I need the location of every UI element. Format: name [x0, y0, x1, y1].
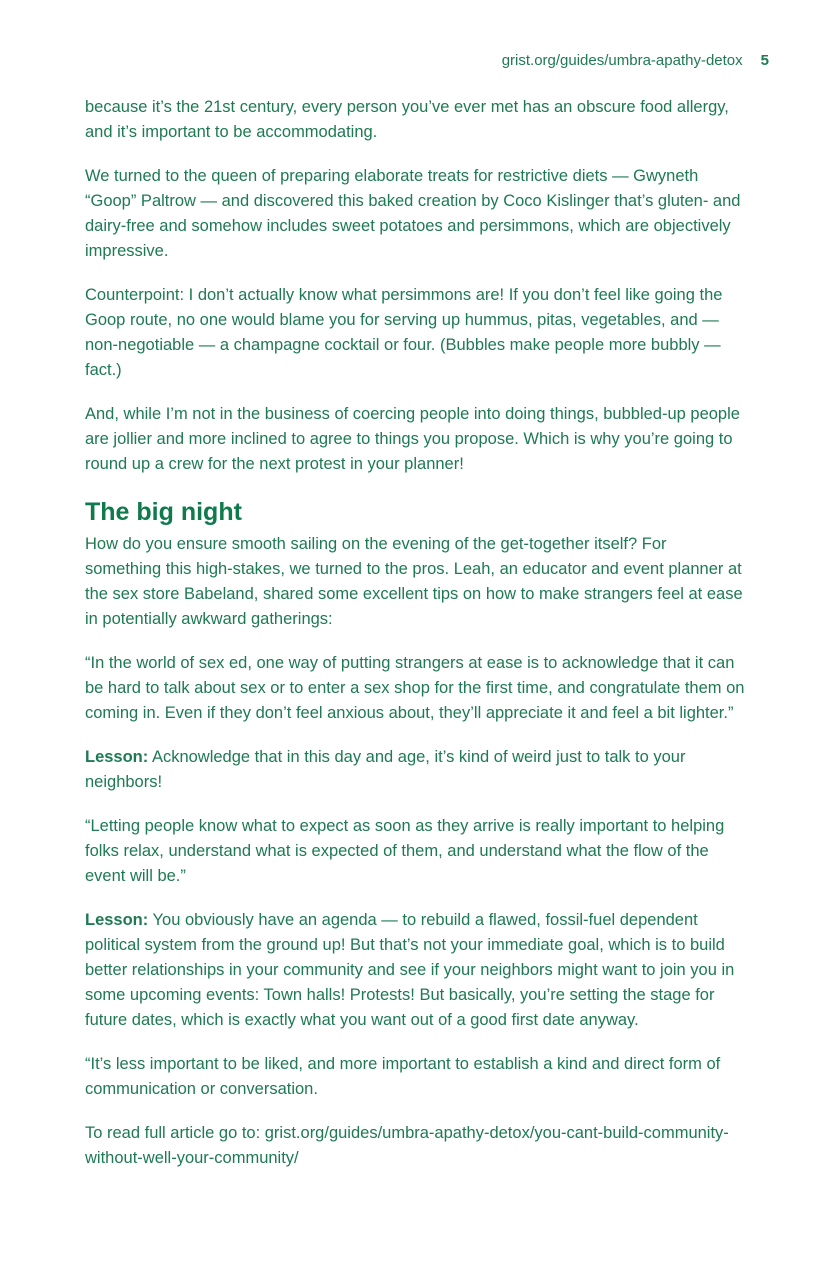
paragraph-counterpoint: Counterpoint: I don’t actually know what persimmons are! If you don’t feel like going the Goop route, no one would blame you for serving up hummus, pitas, vegetables, and — non-negotiable — a champagne cocktail or four. (Bubbles make people more bubbly — fact.) — [85, 286, 723, 379]
section-heading: The big night — [85, 498, 242, 526]
paragraph-allergy: because it’s the 21st century, every person you’ve ever met has an obscure food allergy, and it’s important to be accommodating. — [85, 98, 729, 141]
lesson-text: Acknowledge that in this day and age, it’s kind of weird just to talk to your neighbors! — [85, 748, 686, 791]
page-number: 5 — [760, 52, 769, 69]
running-header — [502, 52, 769, 69]
lesson-1 — [85, 745, 745, 795]
lesson-2 — [85, 908, 745, 1033]
quote-communication: “It’s less important to be liked, and more important to establish a kind and direct form of communication or conversation. — [85, 1055, 721, 1098]
section-intro: How do you ensure smooth sailing on the evening of the get-together itself? For something this high-stakes, we turned to the pros. Leah, an educator and event planner at the sex store Babeland, shared some excellent tips on how to make strangers feel at ease in potentially awkward gatherings: — [85, 535, 743, 628]
lesson-text: You obviously have an agenda — to rebuild a flawed, fossil-fuel dependent political system from the ground up! But that’s not your immediate goal, which is to build better relationships in your community and see if your neighbors might want to join you in some upcoming events: Town halls! Protests! But basically, you’re setting the stage for future dates, which is exactly what you want out of a good first date anyway. — [85, 911, 735, 1029]
header-url: grist.org/guides/umbra-apathy-detox — [501, 52, 743, 69]
read-more-link[interactable]: To read full article go to: grist.org/guides/umbra-apathy-detox/you-cant-build-community-without-well-your-community/ — [85, 1124, 729, 1167]
quote-expectations: “Letting people know what to expect as soon as they arrive is really important to helping folks relax, understand what is expected of them, and understand what the flow of the event will be.” — [85, 817, 725, 885]
lesson-label: Lesson: — [85, 748, 149, 766]
article-body — [85, 95, 745, 1190]
paragraph-goop: We turned to the queen of preparing elaborate treats for restrictive diets — Gwyneth “Goop” Paltrow — and discovered this baked creation by Coco Kislinger that’s gluten- and dairy-free and somehow includes sweet potatoes and persimmons, which are objectively impressive. — [85, 167, 741, 260]
lesson-label: Lesson: — [85, 911, 149, 929]
quote-sex-ed: “In the world of sex ed, one way of putting strangers at ease is to acknowledge that it can be hard to talk about sex or to enter a sex shop for the first time, and congratulate them on coming in. Even if they don’t feel anxious about, they’ll appreciate it and feel a bit lighter.” — [85, 654, 745, 722]
paragraph-protest: And, while I’m not in the business of coercing people into doing things, bubbled-up people are jollier and more inclined to agree to things you propose. Which is why you’re going to round up a crew for the next protest in your planner! — [85, 405, 740, 473]
